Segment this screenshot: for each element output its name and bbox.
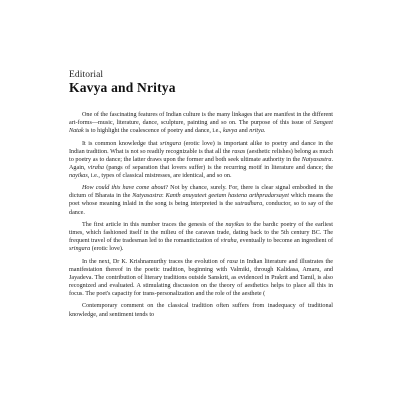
paragraph-3: How could this have come about? Not by chance, surely. For, there is clear signal embodied in the dictum of Bharata in the Natyasastra: Kanth anuyateet geetam hastena arthpradarsayet which means the poet whose meaning inlaid in the song is being interpreted is the sutradhara, conductor, so to say of the dance.: [69, 185, 334, 216]
article-title: Kavya and Nritya: [69, 80, 176, 95]
paragraph-6: Contemporary comment on the classical tradition often suffers from inadequacy of traditional knowledge, and sentiment tends to: [69, 303, 333, 318]
paragraph-5: In the next, Dr K. Krishnamurthy traces the evolution of rasa in Indian literature and illustrates the manifestation thereof in the poetic tradition, beginning with Valmiki, through Kalidasa, Amaru, and Jayadeva. The contribution of literary traditions outside Sanskrit, as evidenced in Prakrit and Tamil, is also recognized and evaluated. A stimulating discussion on the theory of aesthetics helps to place all this in focus. The poet's capacity for trans-personalization and the role of the aesthete (: [69, 258, 333, 297]
section-label: Editorial: [69, 70, 104, 80]
paragraph-4: The first article in this number traces the genesis of the nayikas to the bardic poetry of the earliest times, which fashioned itself in the milieu of the caravan trade, dating back to the 5th century BC. The frequent travel of the tradesman led to the romanticization of viraha, eventually to become an ingredient of sringara (erotic love).: [69, 222, 333, 253]
paragraph-1: One of the fascinating features of Indian culture is the many linkages that are manifest in the different art-forms—music, literature, dance, sculpture, painting and so on. The purpose of this issue of Sangeet Natak is to highlight the coalescence of poetry and dance, i.e., kavya and nritya.: [69, 112, 333, 135]
paragraph-2: It is common knowledge that sringara (erotic love) is important alike to poetry and dance in the Indian tradition. What is not so readily recognizable is that all the rasas (aesthetic relishes) belong as much to poetry as to dance; the latter draws upon the former and both seek ultimate authority in the Natyasastra. Again, viraha (pangs of separation that lovers suffer) is the recurring motif in literature and dance; the nayikas, i.e., types of classical mistresses, are identical, and so on.: [69, 140, 334, 179]
article-body: [69, 111, 333, 323]
